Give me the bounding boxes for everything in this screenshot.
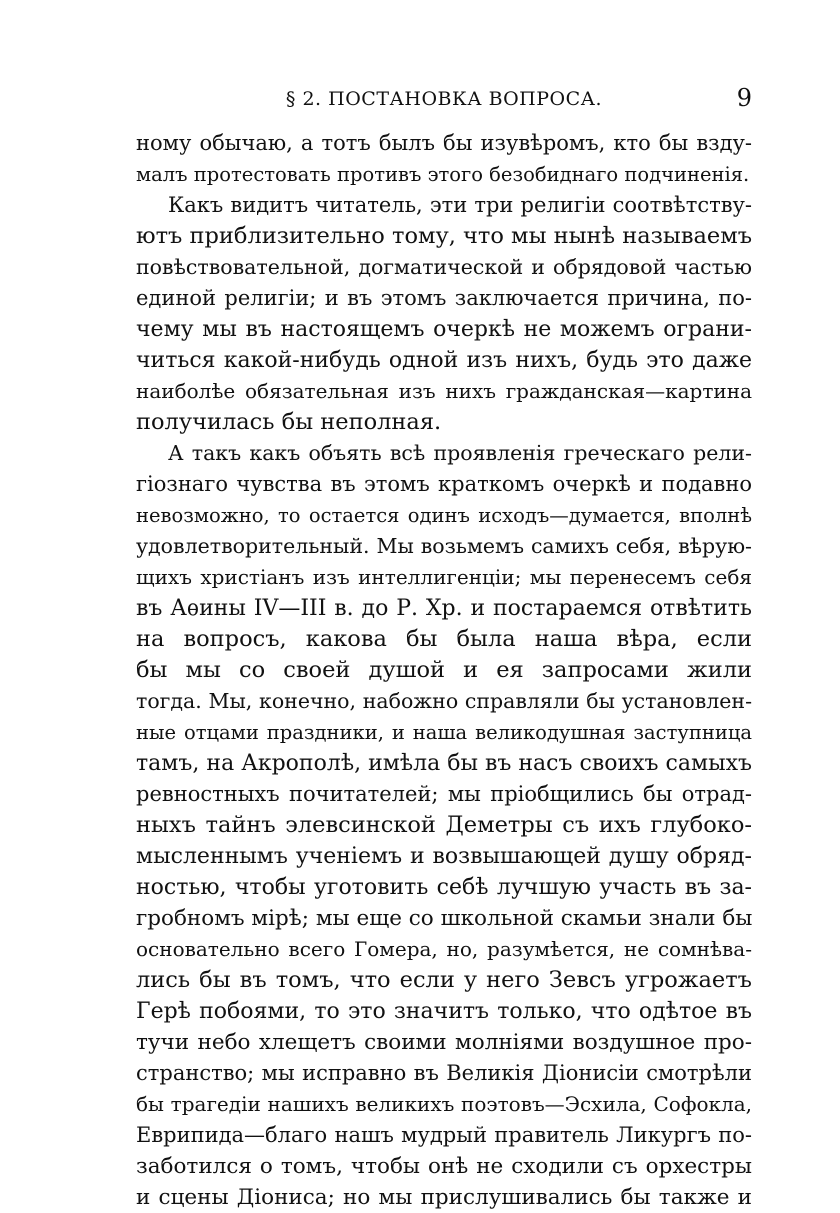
text-line: ныхъ тайнъ элевсинской Деметры съ ихъ глубоко- xyxy=(136,812,752,838)
text-line: бы трагедіи нашихъ великихъ поэтовъ—Эсхила, Софокла, xyxy=(136,1092,752,1116)
text-line: удовлетворительный. Мы возьмемъ самихъ себя, вѣрую- xyxy=(136,534,752,558)
text-line: ревностныхъ почитателей; мы пріобщились бы отрад- xyxy=(136,782,752,806)
body-text xyxy=(136,128,752,1213)
text-line: гіознаго чувства въ этомъ краткомъ очеркѣ и подавно xyxy=(136,472,752,496)
text-line: наиболѣе обязательная изъ нихъ гражданская—картина xyxy=(136,379,752,403)
text-line: бы мы со своей душой и ея запросами жили xyxy=(136,657,752,683)
text-line: получилась бы неполная. xyxy=(136,409,442,435)
text-line: Еврипида—благо нашъ мудрый правитель Ликургъ по- xyxy=(136,1123,752,1147)
text-line: повѣствовательной, догматической и обрядовой частью xyxy=(136,255,752,279)
running-title: § 2. ПОСТАНОВКА ВОПРОСА. xyxy=(285,88,603,110)
text-line: ные отцами праздники, и наша великодушная заступница xyxy=(136,721,752,744)
text-line: въ Аѳины IV—III в. до Р. Хр. и постараемся отвѣтить xyxy=(136,596,752,621)
text-line: щихъ христіанъ изъ интеллигенціи; мы перенесемъ себя xyxy=(136,565,752,589)
text-line: и сцены Діониса; но мы прислушивались бы также и xyxy=(136,1185,752,1210)
page-header xyxy=(136,82,752,122)
text-line: тамъ, на Акрополѣ, имѣла бы въ насъ своихъ самыхъ xyxy=(136,751,752,776)
text-line: ностью, чтобы уготовить себѣ лучшую участь въ за- xyxy=(136,875,752,900)
book-page xyxy=(136,82,752,1213)
text-line: заботился о томъ, чтобы онѣ не сходили съ орхестры xyxy=(136,1154,752,1179)
text-line: гробномъ мірѣ; мы еще со школьной скамьи знали бы xyxy=(136,906,753,931)
text-line: мысленнымъ ученіемъ и возвышающей душу обряд- xyxy=(136,844,752,869)
text-line: основательно всего Гомера, но, разумѣется, не сомнѣва- xyxy=(136,937,752,961)
text-line: ному обычаю, а тотъ былъ бы изувѣромъ, кто бы взду- xyxy=(136,131,752,155)
text-line: Герѣ побоями, то это значитъ только, что одѣтое въ xyxy=(136,999,752,1024)
text-line: на вопросъ, какова бы была наша вѣра, если xyxy=(136,626,752,652)
text-line: странство; мы исправно въ Великія Діонисіи смотрѣли xyxy=(136,1061,752,1085)
page-number: 9 xyxy=(736,84,752,112)
text-line: чему мы въ настоящемъ очеркѣ не можемъ ограни- xyxy=(136,317,752,342)
text-line: невозможно, то остается одинъ исходъ—думается, вполнѣ xyxy=(136,504,752,527)
text-line: тучи небо хлещетъ своими молніями воздушное про- xyxy=(136,1030,752,1055)
text-line: Какъ видитъ читатель, эти три религіи соотвѣтству- xyxy=(168,193,752,217)
text-line: лись бы въ томъ, что если у него Зевсъ угрожаетъ xyxy=(136,967,752,993)
text-line: тогда. Мы, конечно, набожно справляли бы установлен- xyxy=(136,689,752,713)
text-line: единой религіи; и въ этомъ заключается причина, по- xyxy=(136,286,752,310)
text-line: А такъ какъ объять всѣ проявленія греческаго рели- xyxy=(168,441,752,465)
text-line: читься какой-нибудь одной изъ нихъ, будь это даже xyxy=(136,348,752,373)
text-line: ютъ приблизительно тому, что мы нынѣ называемъ xyxy=(136,223,753,249)
text-line: малъ протестовать противъ этого безобиднаго подчиненія. xyxy=(136,163,750,186)
